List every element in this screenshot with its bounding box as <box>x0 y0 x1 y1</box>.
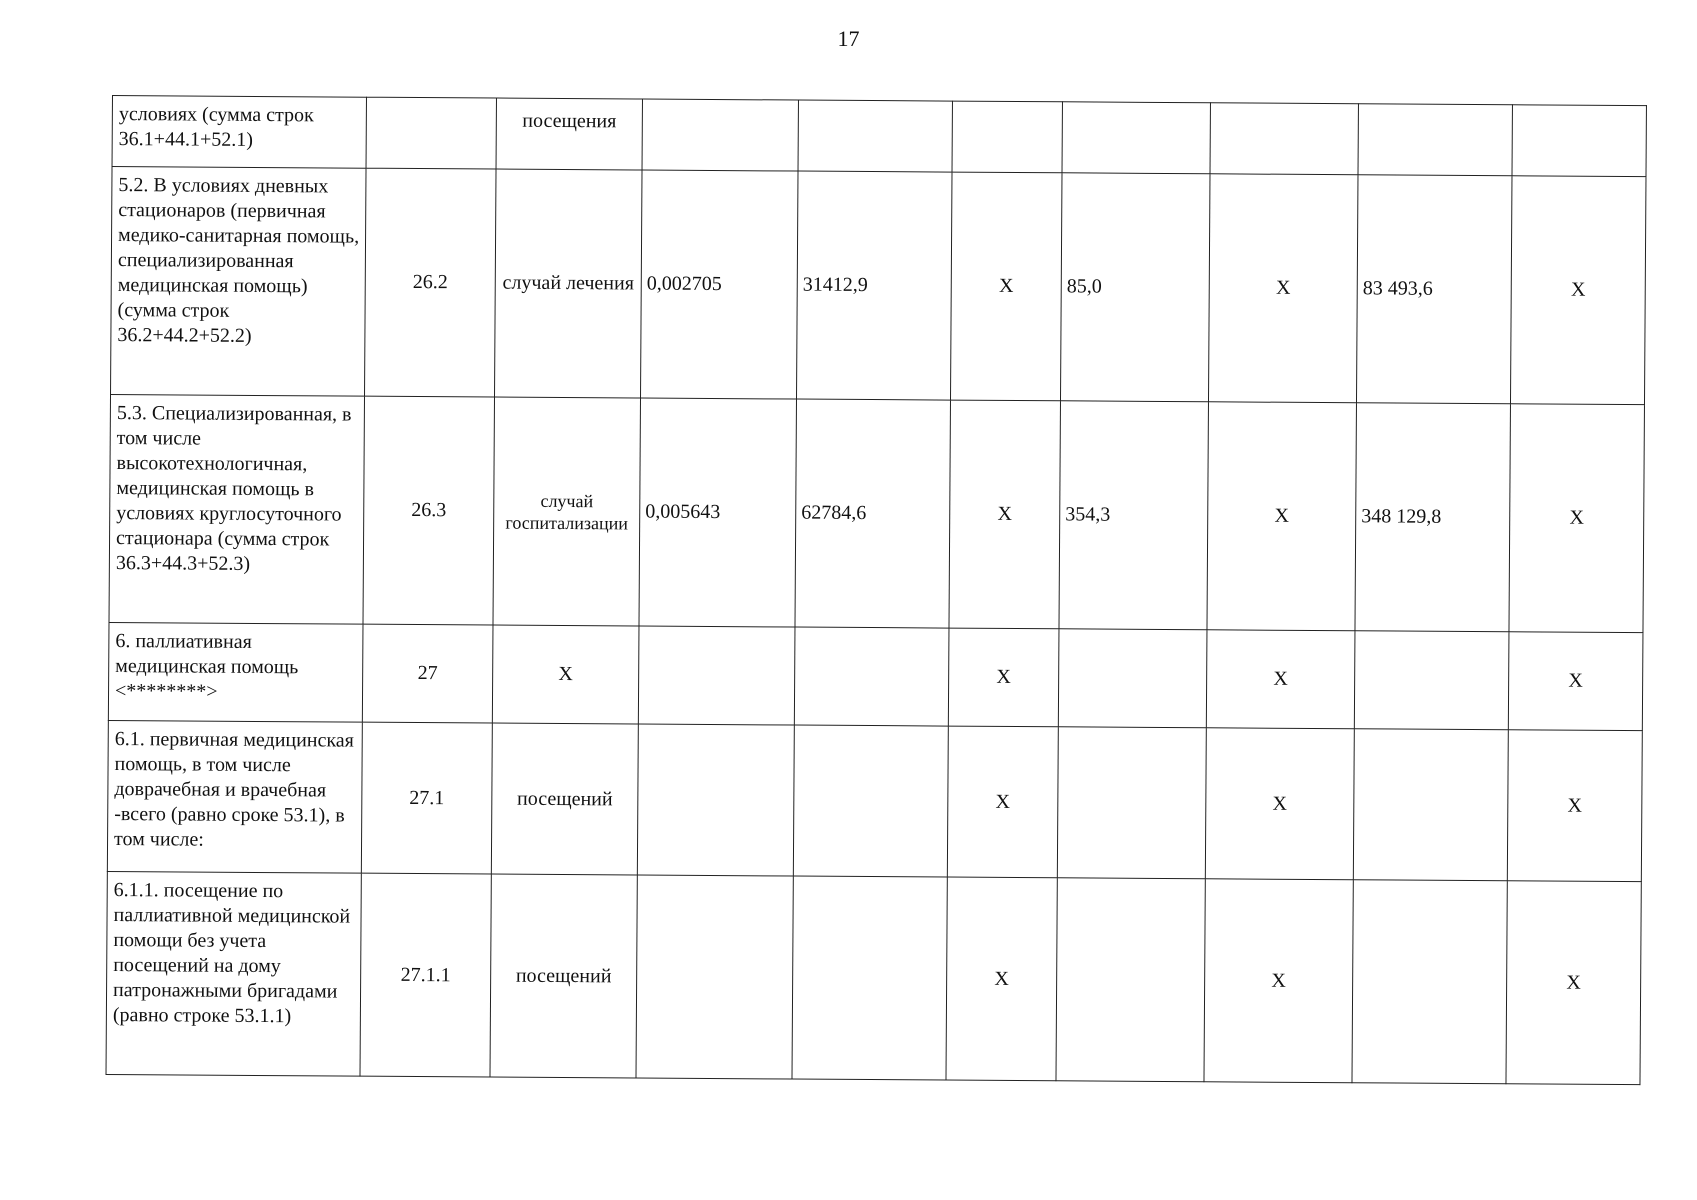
row-col6: Х <box>948 628 1059 727</box>
row-code: 27.1 <box>361 722 492 874</box>
table-container <box>106 95 1646 1085</box>
row-col10: Х <box>1508 632 1643 731</box>
row-code: 27.1.1 <box>360 873 491 1077</box>
row-cost: 31412,9 <box>796 171 952 400</box>
row-col8: Х <box>1206 630 1355 729</box>
row-code: 26.2 <box>365 168 497 397</box>
row-name: условиях (сумма строк 36.1+44.1+52.1) <box>112 96 366 169</box>
page-number: 17 <box>837 26 860 51</box>
row-col7 <box>1056 878 1205 1082</box>
table-row <box>107 720 1642 881</box>
row-norm <box>637 724 794 876</box>
row-col7 <box>1062 102 1210 174</box>
row-name: 6. паллиативная медицинская помощь <********> <box>108 622 363 722</box>
row-norm: 0,002705 <box>641 170 799 399</box>
row-unit: случай госпитализации <box>493 397 641 626</box>
row-col9 <box>1353 729 1508 881</box>
table-row <box>112 96 1646 177</box>
row-col10: Х <box>1507 730 1642 882</box>
row-name: 6.1. первичная медицинская помощь, в том числе доврачебная и врачебная -всего (равно сроке 53.1), в том числе: <box>107 720 362 873</box>
row-col10: Х <box>1510 176 1646 405</box>
row-col7 <box>1058 629 1207 728</box>
row-unit: посещения <box>496 98 642 170</box>
row-cost: 62784,6 <box>795 399 951 628</box>
row-col9: 348 129,8 <box>1355 403 1511 632</box>
row-norm <box>638 626 795 725</box>
row-col6: Х <box>949 400 1061 629</box>
row-unit: случай лечения <box>495 169 643 398</box>
row-col9: 83 493,6 <box>1356 175 1512 404</box>
row-norm: 0,005643 <box>639 398 797 627</box>
table-row <box>106 871 1641 1084</box>
row-unit: посещений <box>490 874 637 1078</box>
financing-table <box>106 95 1647 1085</box>
row-cost <box>793 725 948 877</box>
row-cost <box>794 627 949 726</box>
row-name: 5.2. В условиях дневных стационаров (первичная медико-санитарная помощь, специализированная медицинская помощь) (сумма строк 36.2+44.2+52.2) <box>111 167 367 397</box>
row-col6 <box>952 101 1062 173</box>
row-cost <box>798 100 952 172</box>
row-cost <box>792 876 947 1080</box>
row-col8: Х <box>1204 879 1353 1083</box>
row-code <box>366 97 496 169</box>
row-col9 <box>1358 104 1512 176</box>
row-col8: Х <box>1208 174 1358 403</box>
row-col8 <box>1210 103 1358 175</box>
table-row <box>109 394 1644 632</box>
row-col7 <box>1057 727 1206 879</box>
row-col6: Х <box>950 172 1062 401</box>
table-row <box>108 622 1643 730</box>
row-norm <box>642 99 798 171</box>
row-col9 <box>1354 631 1509 730</box>
row-unit: посещений <box>491 723 638 875</box>
row-col6: Х <box>946 877 1057 1081</box>
row-col7: 354,3 <box>1059 401 1209 630</box>
row-code: 26.3 <box>363 396 495 625</box>
row-unit: Х <box>492 625 639 724</box>
row-col8: Х <box>1205 728 1354 880</box>
row-col8: Х <box>1207 402 1357 631</box>
row-col6: Х <box>947 726 1058 878</box>
row-name: 5.3. Специализированная, в том числе высокотехнологичная, медицинская помощь в условиях круглосуточного стационара (сумма строк 36.3+44.3+52.3) <box>109 394 365 624</box>
row-col7: 85,0 <box>1060 173 1210 402</box>
row-col10: Х <box>1509 404 1645 633</box>
row-col10 <box>1512 105 1646 177</box>
table-row <box>111 167 1646 405</box>
row-code: 27 <box>362 624 493 723</box>
row-norm <box>636 875 793 1079</box>
row-col9 <box>1352 880 1507 1084</box>
row-col10: Х <box>1506 881 1641 1085</box>
row-name: 6.1.1. посещение по паллиативной медицинской помощи без учета посещений на дому патронажными бригадами (равно строке 53.1.1) <box>106 871 361 1076</box>
